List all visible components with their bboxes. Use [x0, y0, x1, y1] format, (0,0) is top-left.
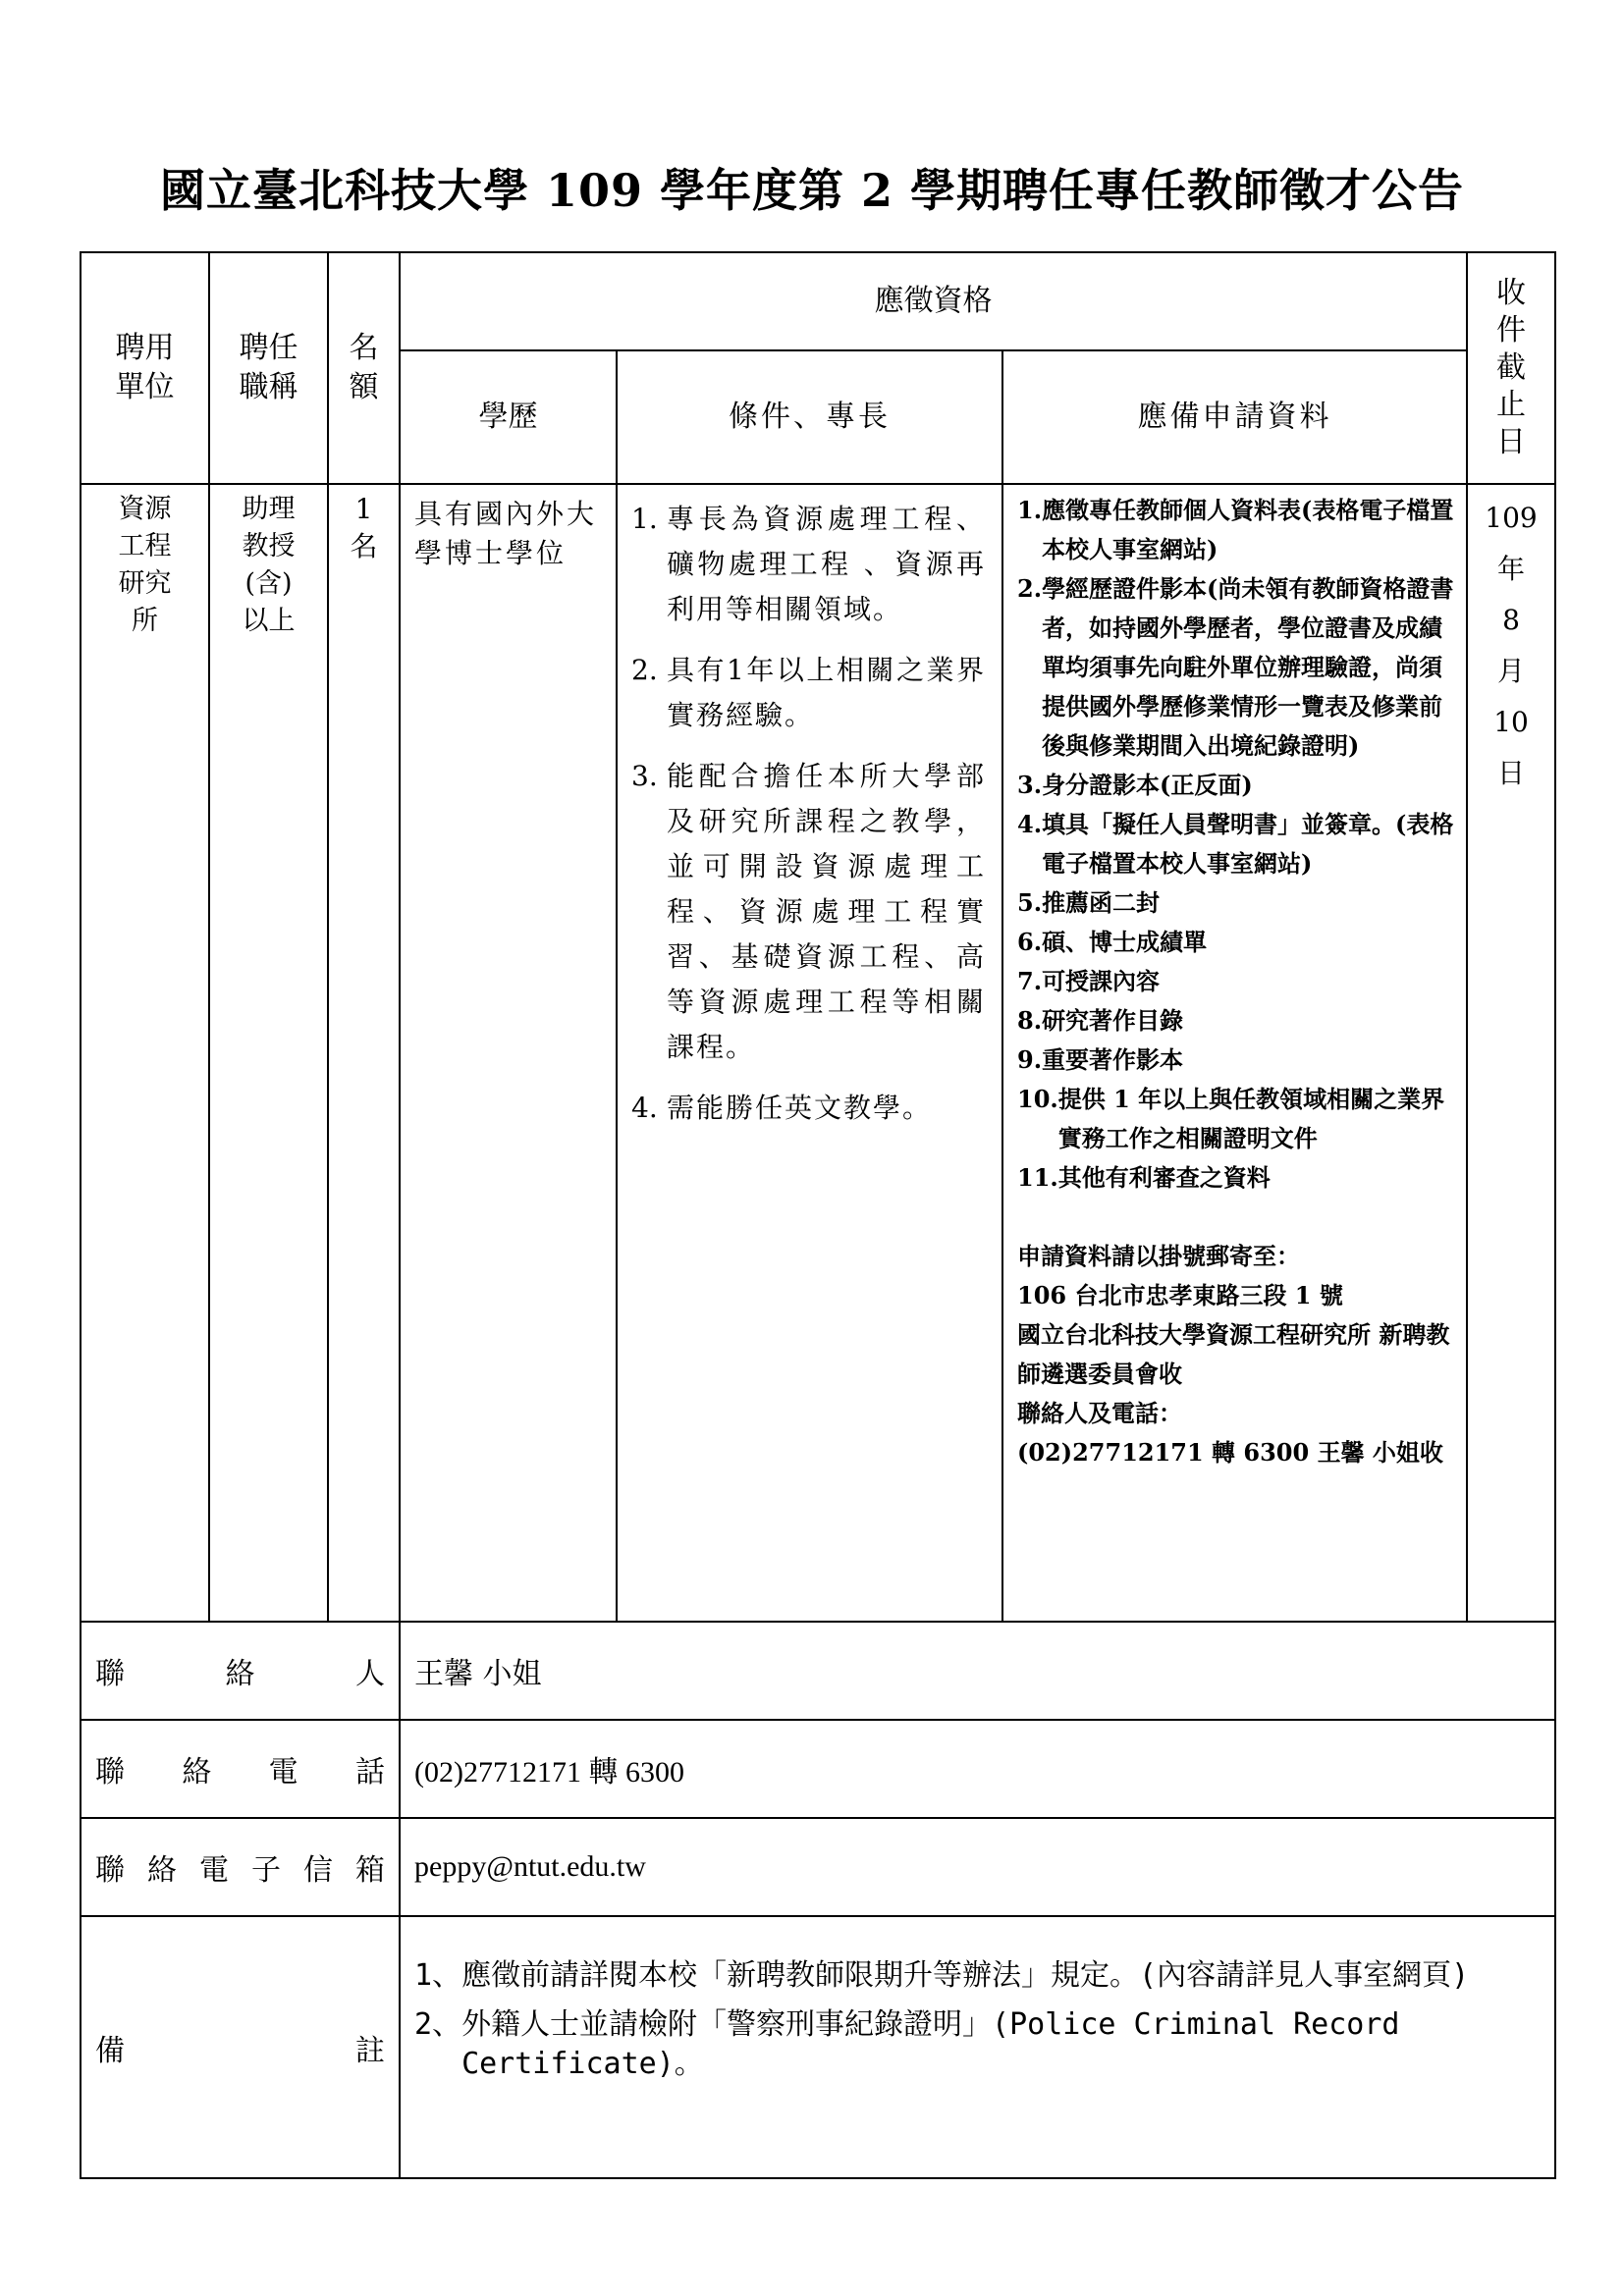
document-item: 9. 重要著作影本: [1017, 1045, 1184, 1074]
condition-item: 3. 能配合擔任本所大學部及研究所課程之教學，並可開設資源處理工程、資源處理工程實習、基礎資源工程、高等資源處理工程等相關課程。: [631, 760, 986, 1063]
contact-email-label: 聯 絡 電 子 信 箱: [81, 1818, 400, 1916]
document-item: 8. 研究著作目錄: [1017, 1006, 1184, 1035]
header-education: 學歷: [400, 350, 617, 484]
documents-cell: [1002, 484, 1467, 1622]
recruitment-table: [80, 251, 1556, 2179]
header-deadline: 收 件 截 止 日: [1467, 252, 1555, 484]
document-item: 6. 碩、博士成績單: [1017, 928, 1208, 956]
contact-phone-value: (02)27712171 轉 6300: [400, 1720, 1555, 1818]
header-documents: 應備申請資料: [1002, 350, 1467, 484]
contact-email-value[interactable]: peppy@ntut.edu.tw: [400, 1818, 1555, 1916]
conditions-cell: [617, 484, 1002, 1622]
page-title: 國立臺北科技大學 109 學年度第 2 學期聘任專任教師徵才公告: [159, 164, 1465, 217]
education-cell: 具有國內外大學博士學位: [400, 484, 617, 1622]
document-item: 5. 推薦函二封: [1017, 888, 1161, 917]
header-conditions: 條件、專長: [617, 350, 1002, 484]
header-unit: 聘用 單位: [81, 252, 209, 484]
quota-cell: 1 名: [328, 484, 400, 1622]
contact-person-label: 聯 絡 人: [81, 1622, 400, 1720]
note-item: 1、 應徵前請詳閱本校「新聘教師限期升等辦法」規定。(內容請詳見人事室網頁): [414, 1958, 1470, 1993]
document-item: 11. 其他有利審查之資料: [1017, 1163, 1271, 1192]
document-item: 3. 身分證影本(正反面): [1017, 771, 1253, 799]
document-item: 4. 填具「擬任人員聲明書」並簽章。(表格電子檔置本校人事室網站): [1017, 810, 1454, 878]
document-item: 2. 學經歷證件影本(尚未領有教師資格證書者，如持國外學歷者，學位證書及成績單均須事先向駐外單位辦理驗證，尚須提供國外學歷修業情形一覽表及修業前後與修業期間入出境紀錄證明): [1017, 574, 1454, 760]
condition-item: 4. 需能勝任英文教學。: [631, 1092, 933, 1124]
header-qualifications: 應徵資格: [400, 252, 1467, 350]
notes-content: [400, 1916, 1555, 2178]
condition-item: 2. 具有1年以上相關之業界實務經驗。: [631, 654, 986, 731]
rank-cell: 助理 教授 (含) 以上: [209, 484, 328, 1622]
unit-cell: 資源 工程 研究 所: [81, 484, 209, 1622]
header-quota: 名 額: [328, 252, 400, 484]
deadline-cell: 109 年 8 月 10 日: [1467, 484, 1555, 1622]
mailing-info: 申請資料請以掛號郵寄至： 106 台北市忠孝東路三段 1 號 國立台北科技大學資源工程研究所 新聘教師遴選委員會收 聯絡人及電話： (02)27712171 轉 6300 王馨 小姐收: [1017, 1242, 1450, 1467]
document-item: 10. 提供 1 年以上與任教領域相關之業界實務工作之相關證明文件: [1017, 1085, 1445, 1152]
note-item: 2、 外籍人士並請檢附「警察刑事紀錄證明」(Police Criminal Record Certificate)。: [414, 2007, 1400, 2081]
contact-person-value: 王馨 小姐: [400, 1622, 1555, 1720]
contact-phone-label: 聯 絡 電 話: [81, 1720, 400, 1818]
document-item: 7. 可授課內容: [1017, 967, 1161, 995]
condition-item: 1. 專長為資源處理工程、礦物處理工程 、資源再利用等相關領域。: [631, 503, 986, 625]
header-rank: 聘任 職稱: [209, 252, 328, 484]
notes-label: 備 註: [81, 1916, 400, 2178]
document-item: 1. 應徵專任教師個人資料表(表格電子檔置本校人事室網站): [1017, 496, 1454, 563]
